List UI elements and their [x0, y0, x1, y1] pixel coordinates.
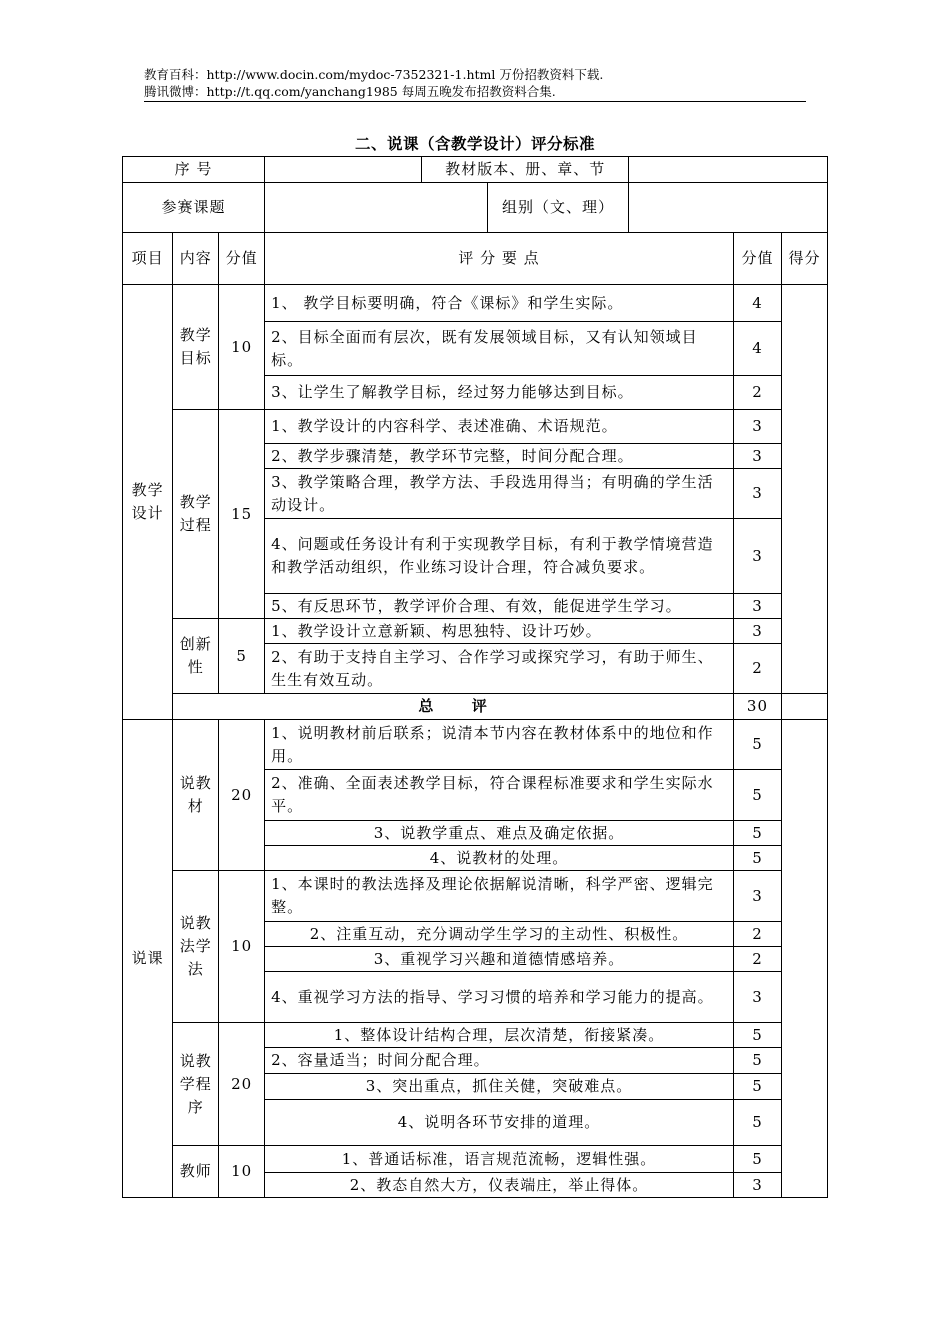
header-divider — [144, 101, 806, 102]
criteria-score: 3 — [733, 972, 781, 1023]
teacher-value: 10 — [219, 1146, 265, 1198]
criteria-text: 2、目标全面而有层次，既有发展领域目标，又有认知领域目标。 — [265, 322, 734, 376]
criteria-text: 3、说教学重点、难点及确定依据。 — [265, 821, 734, 846]
column-header-row — [123, 233, 828, 285]
criteria-score: 3 — [733, 469, 781, 519]
criteria-text: 2、注重互动，充分调动学生学习的主动性、积极性。 — [265, 922, 734, 947]
criteria-text: 3、教学策略合理，教学方法、手段选用得当；有明确的学生活动设计。 — [265, 469, 734, 519]
total-row — [123, 694, 828, 720]
criteria-text: 4、重视学习方法的指导、学习习惯的培养和学习能力的提高。 — [265, 972, 734, 1023]
criteria-score: 5 — [733, 846, 781, 871]
criteria-text: 5、有反思环节，教学评价合理、有效，能促进学生学习。 — [265, 594, 734, 619]
criteria-text: 1、普通话标准，语言规范流畅，逻辑性强。 — [265, 1146, 734, 1173]
section-design: 教学设计 — [123, 285, 173, 720]
total-label: 总 评 — [173, 694, 734, 720]
col-score: 分值 — [733, 233, 781, 285]
criteria-score: 4 — [733, 322, 781, 376]
material-value: 20 — [219, 720, 265, 871]
got-score-cell[interactable] — [782, 285, 828, 694]
seq-label: 序 号 — [123, 157, 265, 183]
criteria-score: 3 — [733, 619, 781, 644]
criteria-score: 2 — [733, 644, 781, 694]
criteria-score: 3 — [733, 1173, 781, 1198]
criteria-score: 3 — [733, 871, 781, 922]
criteria-text: 3、突出重点，抓住关健，突破难点。 — [265, 1074, 734, 1100]
topic-value-cell[interactable] — [265, 183, 488, 233]
criteria-score: 5 — [733, 770, 781, 821]
procedure-value: 20 — [219, 1023, 265, 1146]
group-procedure: 说教学程序 — [173, 1023, 219, 1146]
criteria-score: 3 — [733, 444, 781, 469]
document-title: 二、说课（含教学设计）评分标准 — [354, 135, 595, 153]
col-got: 得分 — [782, 233, 828, 285]
criteria-text: 1、 教学目标要明确，符合《课标》和学生实际。 — [265, 285, 734, 322]
header-line-1: 教育百科：http://www.docin.com/mydoc-7352321-1.html 万份招教资料下载. — [144, 67, 604, 82]
group-innovation: 创新性 — [173, 619, 219, 694]
criteria-text: 4、说教材的处理。 — [265, 846, 734, 871]
criteria-text: 1、说明教材前后联系；说清本节内容在教材体系中的地位和作用。 — [265, 720, 734, 770]
criteria-score: 3 — [733, 410, 781, 444]
criteria-text: 2、容量适当；时间分配合理。 — [265, 1048, 734, 1074]
group-process: 教学过程 — [173, 410, 219, 619]
got-score-cell[interactable] — [782, 720, 828, 1198]
col-value: 分值 — [219, 233, 265, 285]
section-lecture: 说课 — [123, 720, 173, 1198]
table-row — [123, 285, 828, 322]
textbook-value-cell[interactable] — [629, 157, 828, 183]
seq-value-cell[interactable] — [265, 157, 422, 183]
table-row — [123, 410, 828, 444]
table-row — [123, 619, 828, 644]
topic-label: 参赛课题 — [123, 183, 265, 233]
col-points: 评 分 要 点 — [265, 233, 734, 285]
criteria-score: 5 — [733, 720, 781, 770]
criteria-text: 2、准确、全面表述教学目标，符合课程标准要求和学生实际水平。 — [265, 770, 734, 821]
form-row-topic — [123, 183, 828, 233]
criteria-score: 2 — [733, 376, 781, 410]
col-content: 内容 — [173, 233, 219, 285]
group-value-cell[interactable] — [629, 183, 828, 233]
criteria-score: 2 — [733, 947, 781, 972]
criteria-text: 1、教学设计立意新颖、构思独特、设计巧妙。 — [265, 619, 734, 644]
criteria-text: 1、整体设计结构合理，层次清楚，衔接紧凑。 — [265, 1023, 734, 1048]
page-header — [144, 66, 806, 100]
criteria-score: 5 — [733, 1048, 781, 1074]
form-row-seq — [123, 157, 828, 183]
table-row — [123, 871, 828, 922]
table-row — [123, 1023, 828, 1048]
textbook-label: 教材版本、册、章、节 — [422, 157, 629, 183]
total-value: 30 — [733, 694, 781, 720]
criteria-score: 2 — [733, 922, 781, 947]
scoring-table — [122, 156, 828, 1198]
criteria-text: 1、教学设计的内容科学、表述准确、术语规范。 — [265, 410, 734, 444]
criteria-text: 3、重视学习兴趣和道德情感培养。 — [265, 947, 734, 972]
criteria-text: 3、让学生了解教学目标，经过努力能够达到目标。 — [265, 376, 734, 410]
criteria-score: 4 — [733, 285, 781, 322]
criteria-text: 4、说明各环节安排的道理。 — [265, 1100, 734, 1146]
total-got-cell[interactable] — [782, 694, 828, 720]
criteria-score: 5 — [733, 1100, 781, 1146]
header-line-2: 腾讯微博：http://t.qq.com/yanchang1985 每周五晚发布招教资料合集. — [144, 84, 556, 99]
criteria-text: 2、教学步骤清楚，教学环节完整，时间分配合理。 — [265, 444, 734, 469]
process-value: 15 — [219, 410, 265, 619]
group-teacher: 教师 — [173, 1146, 219, 1198]
criteria-text: 1、本课时的教法选择及理论依据解说清晰，科学严密、逻辑完整。 — [265, 871, 734, 922]
criteria-score: 5 — [733, 821, 781, 846]
table-row — [123, 720, 828, 770]
criteria-text: 2、教态自然大方，仪表端庄，举止得体。 — [265, 1173, 734, 1198]
group-label: 组别（文、理） — [488, 183, 629, 233]
criteria-text: 4、问题或任务设计有利于实现教学目标，有利于教学情境营造和教学活动组织，作业练习设计合理，符合减负要求。 — [265, 519, 734, 594]
criteria-score: 5 — [733, 1146, 781, 1173]
innovation-value: 5 — [219, 619, 265, 694]
criteria-score: 5 — [733, 1074, 781, 1100]
criteria-score: 5 — [733, 1023, 781, 1048]
criteria-text: 2、有助于支持自主学习、合作学习或探究学习，有助于师生、生生有效互动。 — [265, 644, 734, 694]
group-goals: 教学目标 — [173, 285, 219, 410]
group-methods: 说教法学法 — [173, 871, 219, 1023]
methods-value: 10 — [219, 871, 265, 1023]
criteria-score: 3 — [733, 519, 781, 594]
goals-value: 10 — [219, 285, 265, 410]
col-item: 项目 — [123, 233, 173, 285]
criteria-score: 3 — [733, 594, 781, 619]
table-row — [123, 1146, 828, 1173]
group-material: 说教材 — [173, 720, 219, 871]
